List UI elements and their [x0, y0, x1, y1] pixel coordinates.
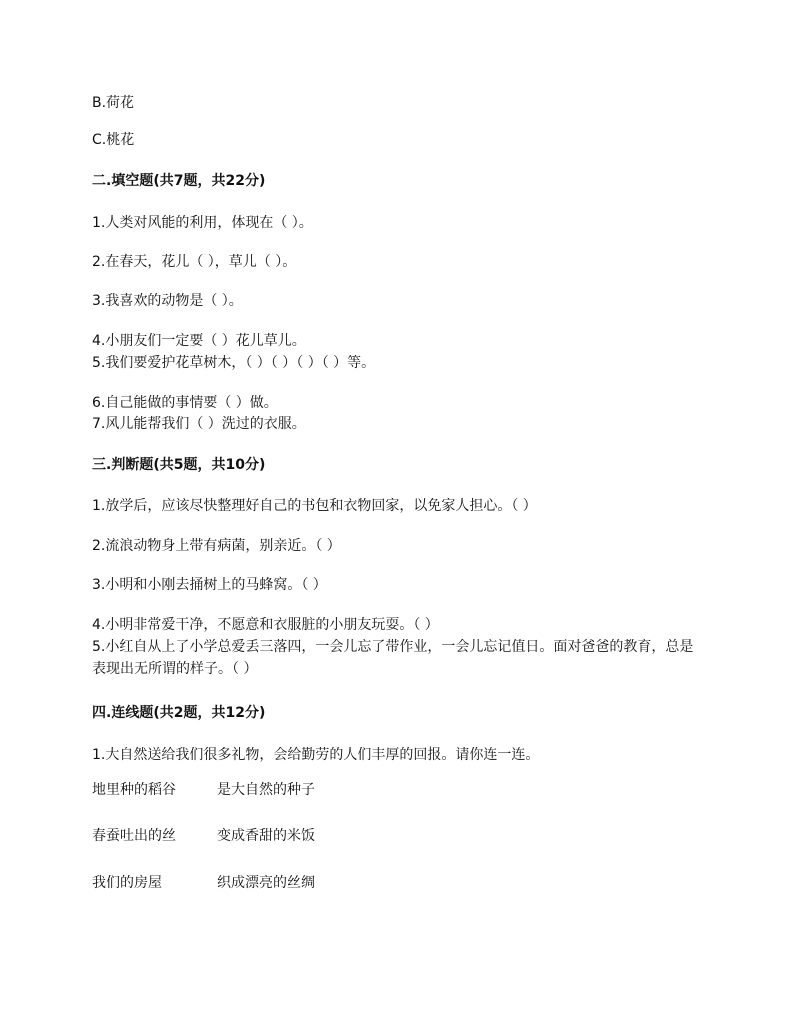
fill-blank-item-1: 1.人类对风能的利用，体现在（ ）。: [92, 215, 313, 231]
judgement-item-1: 1.放学后，应该尽快整理好自己的书包和衣物回家，以免家人担心。（ ）: [92, 498, 537, 514]
matching-left-item-2: 春蚕吐出的丝: [92, 828, 176, 844]
choice-option-c: C.桃花: [92, 132, 135, 148]
fill-blank-item-3: 3.我喜欢的动物是（ ）。: [92, 293, 243, 309]
fill-blank-item-5: 5.我们要爱护花草树木，（ ）（ ）（ ）（ ）等。: [92, 355, 376, 371]
judgement-item-2: 2.流浪动物身上带有病菌，别亲近。（ ）: [92, 538, 341, 554]
matching-left-item-1: 地里种的稻谷: [92, 782, 176, 798]
judgement-item-4: 4.小明非常爱干净，不愿意和衣服脏的小朋友玩耍。（ ）: [92, 617, 439, 633]
section-judgement-heading: 三.判断题(共5题，共10分): [92, 457, 266, 473]
matching-right-item-3: 织成漂亮的丝绸: [217, 875, 315, 891]
matching-right-item-1: 是大自然的种子: [217, 782, 315, 798]
fill-blank-item-6: 6.自己能做的事情要（ ）做。: [92, 395, 278, 411]
matching-left-item-3: 我们的房屋: [92, 875, 162, 891]
fill-blank-item-4: 4.小朋友们一定要（ ）花儿草儿。: [92, 333, 306, 349]
judgement-item-3: 3.小明和小刚去捅树上的马蜂窝。（ ）: [92, 577, 327, 593]
section-matching-heading: 四.连线题(共2题，共12分): [92, 705, 266, 721]
matching-right-item-2: 变成香甜的米饭: [217, 828, 315, 844]
fill-blank-item-2: 2.在春天，花儿（ ），草儿（ ）。: [92, 254, 297, 270]
judgement-item-5: 5.小红自从上了小学总爱丢三落四，一会儿忘了带作业，一会儿忘记值日。面对爸爸的教育，总是表现出无所谓的样子。（ ）: [92, 639, 694, 677]
choice-option-b: B.荷花: [92, 95, 135, 111]
matching-question: 1.大自然送给我们很多礼物，会给勤劳的人们丰厚的回报。请你连一连。: [92, 747, 540, 763]
section-fill-blank-heading: 二.填空题(共7题，共22分): [92, 173, 266, 189]
fill-blank-item-7: 7.风儿能帮我们（ ）洗过的衣服。: [92, 416, 306, 432]
